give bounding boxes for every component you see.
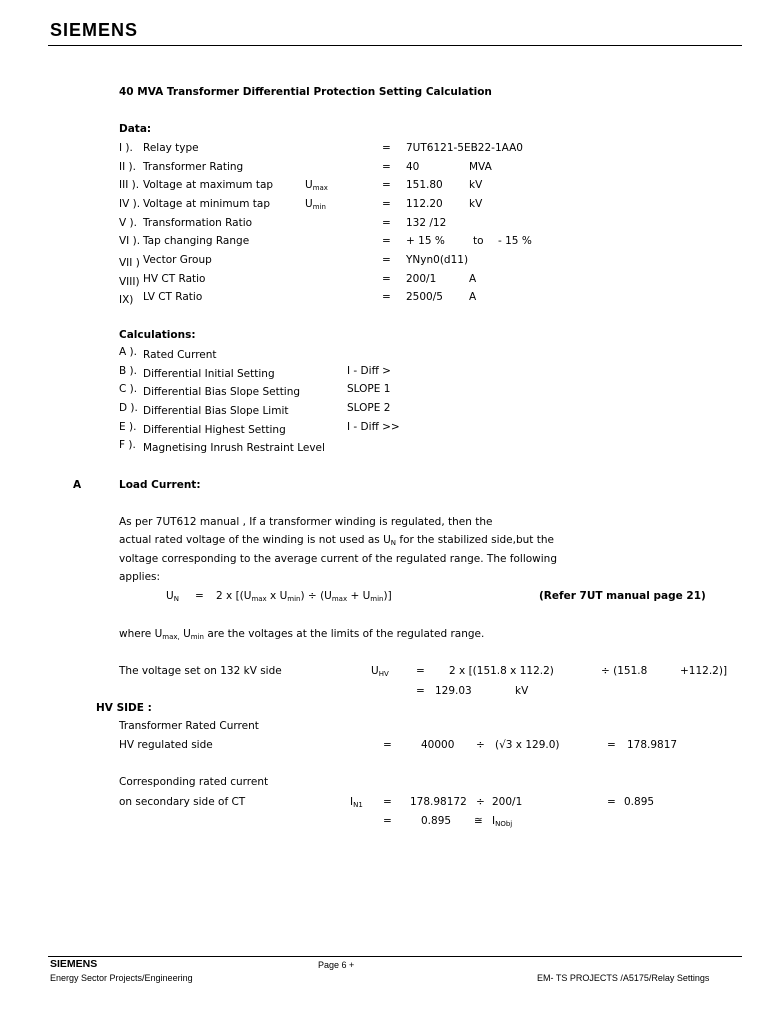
ct-divide: ÷: [476, 796, 485, 808]
hv-reg-numerator: 40000: [421, 739, 455, 751]
data-row-equals: =: [382, 198, 391, 210]
data-row-equals: =: [382, 254, 391, 266]
data-row-value: 2500/5: [406, 291, 443, 303]
rated-current-label: Transformer Rated Current: [119, 720, 259, 732]
data-row-label: LV CT Ratio: [143, 291, 203, 303]
data-row-value: 112.20: [406, 198, 443, 210]
hv-reg-denominator: (√3 x 129.0): [495, 739, 560, 751]
load-current-heading: Load Current:: [119, 479, 201, 491]
header-divider: [48, 45, 742, 46]
calc-row-tag: I - Diff >>: [347, 421, 400, 433]
uhv-result-equals: =: [416, 685, 425, 697]
data-row-number: V ).: [119, 217, 137, 229]
calc-row-label: Rated Current: [143, 349, 217, 361]
calc-row-label: Differential Highest Setting: [143, 424, 286, 436]
data-row-label: Tap changing Range: [143, 235, 250, 247]
calc-row-tag: SLOPE 1: [347, 383, 391, 395]
data-row-value: 151.80: [406, 179, 443, 191]
data-row-number: IV ).: [119, 198, 141, 210]
data-row-number: IX): [119, 294, 134, 306]
uhv-unit: kV: [515, 685, 529, 697]
data-row-equals: =: [382, 291, 391, 303]
corresponding-label-2: on secondary side of CT: [119, 796, 246, 808]
data-row-number: II ).: [119, 161, 136, 173]
data-row-value: 40: [406, 161, 420, 173]
footer-logo: SIEMENS: [50, 958, 98, 970]
ct-equals-2: =: [607, 796, 616, 808]
data-row-equals: =: [382, 273, 391, 285]
hv-reg-equals: =: [383, 739, 392, 751]
calculations-heading: Calculations:: [119, 329, 196, 341]
data-row-value: 7UT6121-5EB22-1AA0: [406, 142, 523, 154]
data-row-equals: =: [382, 179, 391, 191]
data-row-unit: kV: [469, 179, 483, 191]
data-row-label: Transformation Ratio: [143, 217, 253, 229]
hv-regulated-label: HV regulated side: [119, 739, 213, 751]
data-row-unit: A: [469, 291, 477, 303]
paragraph-line-3: voltage corresponding to the average current of the regulated range. The following: [119, 553, 557, 565]
calc-row-label: Differential Bias Slope Limit: [143, 405, 289, 417]
calc-row-label: Differential Bias Slope Setting: [143, 386, 301, 398]
calc-row-number: E ).: [119, 421, 137, 433]
data-row-symbol: $U_{min}$: [305, 198, 326, 211]
calc-row-label: Magnetising Inrush Restraint Level: [143, 442, 325, 454]
ct-numerator: 178.98172: [410, 796, 467, 808]
voltage-set-label: The voltage set on 132 kV side: [119, 665, 282, 677]
data-row-value: 200/1: [406, 273, 437, 285]
footer-department: Energy Sector Projects/Engineering: [50, 973, 193, 983]
in1-symbol: $I_{N1}$: [350, 796, 363, 809]
formula-body: 2 x [($U_{max}$ x $U_{min}) \div (U_{max} + U_{min})$]: [216, 590, 392, 603]
calc-row-label: Differential Initial Setting: [143, 368, 275, 380]
section-marker-a: A: [73, 479, 82, 491]
hv-reg-equals-2: =: [607, 739, 616, 751]
data-row-extra: - 15 %: [498, 235, 532, 247]
manual-reference: (Refer 7UT manual page 21): [539, 590, 706, 602]
hv-reg-divide: ÷: [476, 739, 485, 751]
inobj-symbol: $I_{NObj}$: [492, 815, 513, 828]
data-row-unit: to: [473, 235, 484, 247]
data-row-label: Vector Group: [143, 254, 212, 266]
data-heading: Data:: [119, 123, 152, 135]
data-row-label: Voltage at maximum tap: [143, 179, 274, 191]
calc-row-number: C ).: [119, 383, 138, 395]
data-row-unit: kV: [469, 198, 483, 210]
calc-row-number: F ).: [119, 439, 136, 451]
data-row-equals: =: [382, 142, 391, 154]
corresponding-label-1: Corresponding rated current: [119, 776, 269, 788]
hv-side-heading: HV SIDE :: [96, 702, 152, 714]
paragraph-line-1: As per 7UT612 manual , If a transformer winding is regulated, then the: [119, 516, 493, 528]
data-row-symbol: $U_{max}$: [305, 179, 328, 192]
data-row-equals: =: [382, 161, 391, 173]
hv-reg-result: 178.9817: [627, 739, 678, 751]
uhv-denominator-b: +112.2)]: [680, 665, 728, 677]
data-row-value: YNyn0(d11): [406, 254, 469, 266]
data-row-label: HV CT Ratio: [143, 273, 206, 285]
uhv-equals: =: [416, 665, 425, 677]
data-row-unit: A: [469, 273, 477, 285]
data-row-number: VI ).: [119, 235, 141, 247]
paragraph-line-4: applies:: [119, 571, 161, 583]
ct-equals-3: =: [383, 815, 392, 827]
uhv-symbol: $U_{HV}$: [371, 665, 389, 678]
uhv-numerator: 2 x [(151.8 x 112.2): [449, 665, 554, 677]
data-row-number: III ).: [119, 179, 140, 191]
data-row-equals: =: [382, 217, 391, 229]
data-row-equals: =: [382, 235, 391, 247]
data-row-value: + 15 %: [406, 235, 445, 247]
ct-value: 0.895: [421, 815, 452, 827]
page-number: Page 6 +: [318, 960, 355, 970]
calc-row-number: A ).: [119, 346, 137, 358]
data-row-label: Relay type: [143, 142, 199, 154]
ct-denominator: 200/1: [492, 796, 523, 808]
data-row-unit: MVA: [469, 161, 492, 173]
where-line: where $U_{max,}$ $U_{min}$ are the voltages at the limits of the regulated range.: [119, 628, 485, 641]
footer-reference: EM- TS PROJECTS /A5175/Relay Settings: [537, 973, 710, 983]
siemens-logo: SIEMENS: [50, 20, 139, 40]
calc-row-number: D ).: [119, 402, 138, 414]
data-row-number: VII ): [119, 257, 140, 269]
data-row-label: Voltage at minimum tap: [143, 198, 270, 210]
formula-lhs: $U_N$: [166, 590, 179, 603]
approx-symbol: ≅: [474, 815, 483, 827]
data-row-label: Transformer Rating: [143, 161, 244, 173]
footer-divider: [48, 956, 742, 957]
calc-row-tag: I - Diff >: [347, 365, 391, 377]
document-title: 40 MVA Transformer Differential Protection Setting Calculation: [119, 86, 492, 98]
data-row-value: 132 /12: [406, 217, 447, 229]
uhv-denominator-a: ÷ (151.8: [601, 665, 648, 677]
calc-row-tag: SLOPE 2: [347, 402, 391, 414]
ct-result: 0.895: [624, 796, 655, 808]
data-row-number: VIII): [119, 276, 140, 288]
uhv-result: 129.03: [435, 685, 472, 697]
calc-row-number: B ).: [119, 365, 137, 377]
paragraph-line-2: actual rated voltage of the winding is not used as $U_N$ for the stabilized side,but the: [119, 534, 554, 547]
data-row-number: I ).: [119, 142, 133, 154]
formula-equals: =: [195, 590, 204, 602]
ct-equals: =: [383, 796, 392, 808]
